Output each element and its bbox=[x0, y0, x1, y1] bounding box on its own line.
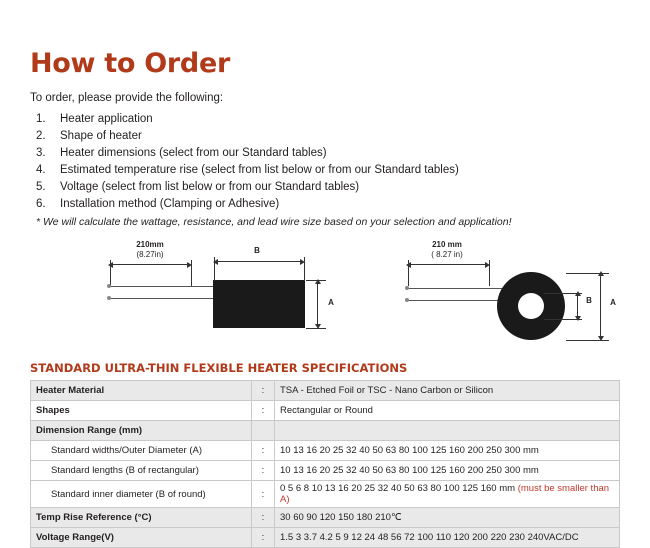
list-item bbox=[30, 196, 620, 213]
rect-lead-wire-bottom bbox=[110, 298, 214, 299]
row-label: Temp Rise Reference (°C) bbox=[31, 508, 252, 528]
heater-diagram bbox=[30, 240, 620, 355]
list-item-label: Heater dimensions (select from our Standard tables) bbox=[60, 147, 327, 159]
list-item-label: Estimated temperature rise (select from list below or from our Standard tables) bbox=[60, 164, 459, 176]
page-title: How to Order bbox=[30, 48, 230, 79]
round-lead-wire-top bbox=[408, 288, 504, 289]
rect-height-label: A bbox=[328, 298, 334, 307]
rect-width-tick-left bbox=[214, 257, 215, 281]
rect-width-label: B bbox=[254, 246, 260, 255]
intro-text: To order, please provide the following: bbox=[30, 92, 224, 104]
order-steps-list bbox=[30, 111, 620, 213]
list-item-label: Voltage (select from list below or from our Standard tables) bbox=[60, 181, 360, 193]
row-value: 1.5 3 3.7 4.2 5 9 12 24 48 56 72 100 110 120 200 220 230 240VAC/DC bbox=[275, 528, 620, 548]
rect-lead-dim-tick-left bbox=[110, 260, 111, 286]
row-value: Rectangular or Round bbox=[275, 401, 620, 421]
round-lead-terminal-top bbox=[405, 286, 409, 290]
row-colon: : bbox=[252, 481, 275, 508]
list-item bbox=[30, 179, 620, 196]
list-item-label: Shape of heater bbox=[60, 130, 142, 142]
row-colon: : bbox=[252, 401, 275, 421]
row-label: Heater Material bbox=[31, 381, 252, 401]
list-item-number: 2. bbox=[36, 130, 46, 142]
list-item-number: 1. bbox=[36, 113, 46, 125]
table-row bbox=[31, 508, 620, 528]
rectangular-heater-body bbox=[213, 280, 305, 328]
row-colon: : bbox=[252, 528, 275, 548]
list-item-label: Installation method (Clamping or Adhesive) bbox=[60, 198, 280, 210]
rect-lead-length-label: 210mm (8.27in) bbox=[136, 240, 164, 259]
list-item-number: 4. bbox=[36, 164, 46, 176]
list-item bbox=[30, 128, 620, 145]
round-lead-wire-bottom bbox=[408, 300, 500, 301]
round-lead-terminal-bottom bbox=[405, 298, 409, 302]
table-row bbox=[31, 421, 620, 441]
row-value: 10 13 16 20 25 32 40 50 63 80 100 125 160 200 250 300 mm bbox=[275, 461, 620, 481]
table-row bbox=[31, 381, 620, 401]
list-item-number: 5. bbox=[36, 181, 46, 193]
round-outer-diameter-label: A bbox=[610, 298, 616, 307]
row-value bbox=[275, 421, 620, 441]
list-item-number: 6. bbox=[36, 198, 46, 210]
list-item-number: 3. bbox=[36, 147, 46, 159]
rect-height-tick-top bbox=[306, 280, 326, 281]
rect-lead-dim-tick-right bbox=[191, 260, 192, 286]
table-row bbox=[31, 528, 620, 548]
row-label: Voltage Range(V) bbox=[31, 528, 252, 548]
round-inner-diameter-label: B bbox=[586, 296, 592, 305]
round-lead-dim-tick-left bbox=[408, 260, 409, 286]
round-lead-dim-tick-right bbox=[489, 260, 490, 286]
table-row bbox=[31, 481, 620, 508]
table-row bbox=[31, 461, 620, 481]
round-lead-length-label: 210 mm ( 8.27 in) bbox=[431, 240, 463, 259]
rect-width-tick-right bbox=[304, 257, 305, 281]
list-item bbox=[30, 145, 620, 162]
round-lead-dim-line bbox=[408, 264, 488, 265]
rect-height-dim-line bbox=[317, 281, 318, 327]
row-colon: : bbox=[252, 461, 275, 481]
spec-table-title: STANDARD ULTRA-THIN FLEXIBLE HEATER SPECIFICATIONS bbox=[30, 361, 408, 375]
row-label: Shapes bbox=[31, 401, 252, 421]
rect-lead-dim-line bbox=[110, 264, 190, 265]
row-value: 10 13 16 20 25 32 40 50 63 80 100 125 160 200 250 300 mm bbox=[275, 441, 620, 461]
row-warning: (must be smaller than A) bbox=[280, 483, 610, 505]
row-label: Standard lengths (B of rectangular) bbox=[31, 461, 252, 481]
rect-lead-wire-top bbox=[110, 286, 214, 287]
row-colon: : bbox=[252, 381, 275, 401]
list-item bbox=[30, 162, 620, 179]
row-colon: : bbox=[252, 441, 275, 461]
rect-lead-terminal-top bbox=[107, 284, 111, 288]
row-label: Standard widths/Outer Diameter (A) bbox=[31, 441, 252, 461]
row-label: Dimension Range (mm) bbox=[31, 421, 252, 441]
round-heater-inner-hole bbox=[518, 293, 544, 319]
round-outer-tick-top bbox=[566, 273, 609, 274]
row-colon: : bbox=[252, 508, 275, 528]
footnote: * We will calculate the wattage, resistance, and lead wire size based on your selection and application! bbox=[36, 216, 512, 228]
row-value: 0 5 6 8 10 13 16 20 25 32 40 50 63 80 100 125 160 mm bbox=[280, 483, 516, 494]
rect-width-dim-line bbox=[215, 261, 303, 262]
round-outer-tick-bottom bbox=[566, 340, 609, 341]
row-colon bbox=[252, 421, 275, 441]
list-item-label: Heater application bbox=[60, 113, 153, 125]
row-value: 30 60 90 120 150 180 210℃ bbox=[275, 508, 620, 528]
row-value: TSA - Etched Foil or TSC - Nano Carbon or Silicon bbox=[275, 381, 620, 401]
rect-lead-terminal-bottom bbox=[107, 296, 111, 300]
table-row bbox=[31, 441, 620, 461]
round-inner-tick-bottom bbox=[544, 319, 582, 320]
round-inner-tick-top bbox=[544, 293, 582, 294]
table-row bbox=[31, 401, 620, 421]
list-item bbox=[30, 111, 620, 128]
row-value-with-warning bbox=[275, 481, 620, 508]
round-outer-dim-line bbox=[600, 273, 601, 339]
row-label: Standard inner diameter (B of round) bbox=[31, 481, 252, 508]
rect-height-tick-bottom bbox=[306, 328, 326, 329]
